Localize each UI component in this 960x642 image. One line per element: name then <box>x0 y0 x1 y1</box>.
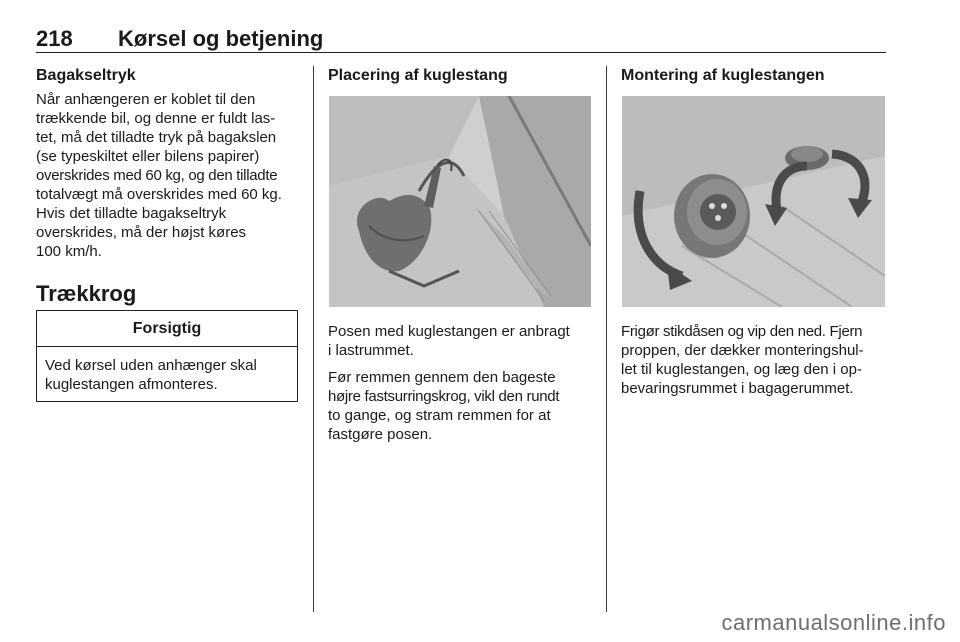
text-line: i lastrummet. <box>328 342 414 359</box>
column-ball-bar-mounting-text <box>621 322 887 398</box>
photo-socket-and-plug <box>622 96 885 307</box>
text-line: højre fastsurringskrog, vikl den rundt <box>328 388 560 405</box>
column-ball-bar-location-text <box>328 322 592 444</box>
heading-rear-axle-load: Bagakseltryk <box>36 67 136 84</box>
text-line: totalvægt må overskrides med 60 kg. <box>36 186 282 203</box>
text-line: proppen, der dækker monteringshul- <box>621 342 864 359</box>
trunk-bag-illustration <box>329 96 591 307</box>
text-line: to gange, og stram remmen for at <box>328 407 551 424</box>
column-ball-bar-location <box>328 66 592 86</box>
text-line: trækkende bil, og denne er fuldt las- <box>36 110 276 127</box>
column-divider-left <box>313 66 314 612</box>
text-line: Ved kørsel uden anhænger skal <box>45 357 257 374</box>
column-divider-right <box>606 66 607 612</box>
section-title-tow-hitch: Trækkrog <box>36 281 137 306</box>
column-ball-bar-mounting <box>621 66 887 86</box>
text-line: let til kuglestangen, og læg den i op- <box>621 361 862 378</box>
caution-title: Forsigtig <box>37 311 297 347</box>
text-line: Frigør stikdåsen og vip den ned. Fjern <box>621 323 863 340</box>
text-line: (se typeskiltet eller bilens papirer) <box>36 148 260 165</box>
paragraph-bag-location <box>328 322 592 360</box>
caution-box <box>36 310 298 402</box>
text-line: 100 km/h. <box>36 243 102 260</box>
text-line: kuglestangen afmonteres. <box>45 376 218 393</box>
text-line: Posen med kuglestangen er anbragt <box>328 323 570 340</box>
page-number: 218 <box>36 26 73 51</box>
text-line: fastgøre posen. <box>328 426 433 443</box>
heading-ball-bar-location: Placering af kuglestang <box>328 67 508 84</box>
text-line: Før remmen gennem den bageste <box>328 369 556 386</box>
chapter-title: Kørsel og betjening <box>118 26 324 51</box>
paragraph-strap-instructions <box>328 368 592 444</box>
heading-ball-bar-mounting: Montering af kuglestangen <box>621 67 825 84</box>
text-line: overskrides, må der højst køres <box>36 224 247 241</box>
header-rule <box>36 52 886 53</box>
column-rear-axle-load <box>36 66 300 261</box>
paragraph-rear-axle-load <box>36 90 300 261</box>
text-line: Når anhængeren er koblet til den <box>36 91 256 108</box>
socket-illustration <box>622 96 885 307</box>
text-line: overskrides med 60 kg, og den tilladte <box>36 167 278 184</box>
caution-text <box>37 347 297 394</box>
text-line: bevaringsrummet i bagagerummet. <box>621 380 854 397</box>
watermark: carmanualsonline.info <box>721 610 946 635</box>
paragraph-mounting-instructions <box>621 322 887 398</box>
text-line: tet, må det tilladte tryk på bagakslen <box>36 129 277 146</box>
text-line: Hvis det tilladte bagakseltryk <box>36 205 227 222</box>
photo-ball-bar-bag-in-trunk <box>329 96 591 307</box>
